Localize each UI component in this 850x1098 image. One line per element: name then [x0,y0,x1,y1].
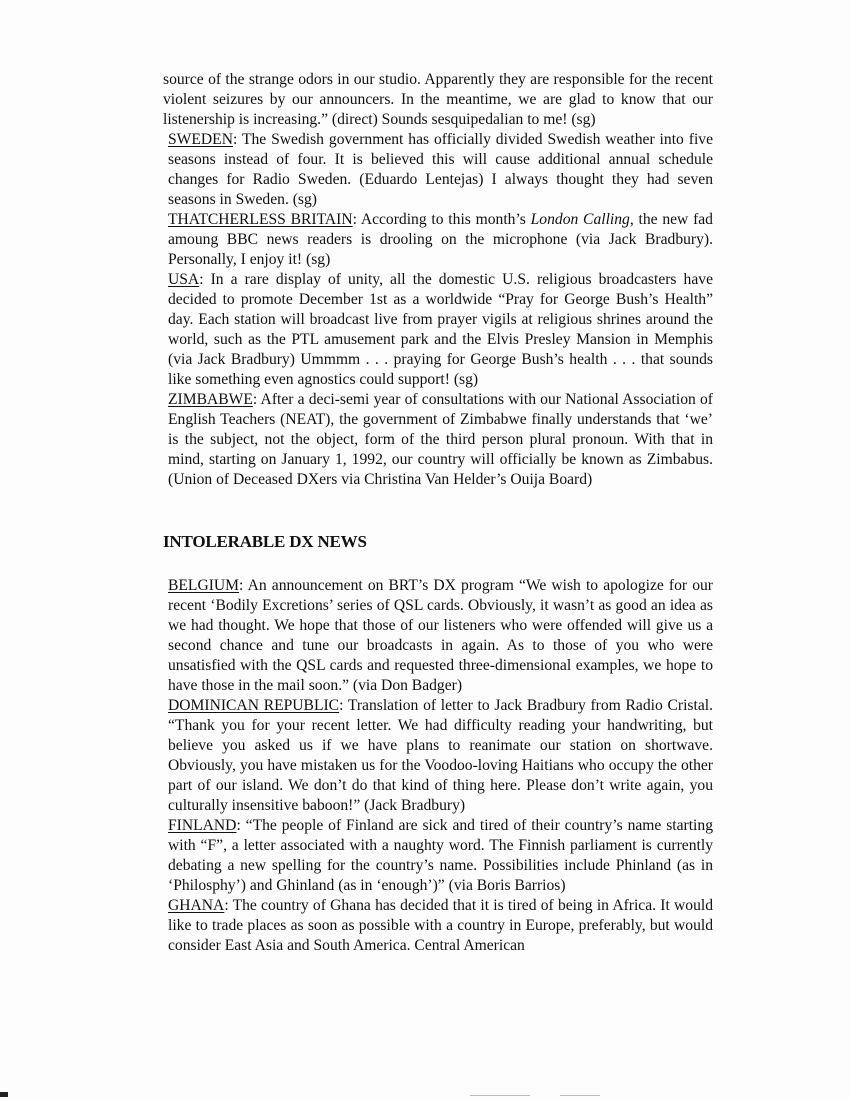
country-name: ZIMBABWE [168,391,253,408]
entry-text: : An announcement on BRT’s DX program “We wish to apologize for our recent ‘Bodily Excretions’ series of QSL cards. Obviously, it wasn’t as good an idea as we had thought. We hope that those of our listeners who were offended will give us a second chance and tune our broadcasts in again. As to those of you who were unsatisfied with the QSL cards and requested three-dimensional examples, we hope to have those in the mail soon.” (via Don Badger) [168,577,713,694]
entry-text-after: , the new fad amoung BBC news readers is drooling on the microphone (via Jack Bradbury). Personally, I enjoy it! (sg) [168,211,713,268]
entry-text: : In a rare display of unity, all the domestic U.S. religious broadcasters have decided to promote December 1st as a worldwide “Pray for George Bush’s Health” day. Each station will broadcast live from prayer vigils at religious shrines around the world, such as the PTL amusement park and the Elvis Presley Mansion in Memphis (via Jack Bradbury) Ummmm . . . praying for George Bush’s health . . . that sounds like something even agnostics could support! (sg) [168,271,713,388]
country-name: BELGIUM [168,577,240,594]
entry-ghana [163,896,713,956]
entry-sweden [163,130,713,210]
country-name: FINLAND [168,817,237,834]
text-column [163,70,713,956]
entry-finland [163,816,713,896]
section-heading: INTOLERABLE DX NEWS [163,532,367,551]
entry-usa [163,270,713,390]
intro-text: source of the strange odors in our studio. Apparently they are responsible for the recent violent seizures by our announcers. In the meantime, we are glad to know that our listenership is increasing.” (direct) Sounds sesquipedalian to me! (sg) [163,71,713,128]
entry-zimbabwe [163,390,713,490]
scan-bottom-smudge [560,1095,600,1096]
entry-belgium [163,576,713,696]
section-body [163,576,713,956]
entry-dominican-republic [163,696,713,816]
entry-text: : “The people of Finland are sick and tired of their country’s name starting with “F”, a letter associated with a naughty word. The Finnish parliament is currently debating a new spelling for the country’s name. Possibilities include Phinland (as in ‘Philosphy’) and Ghinland (as in ‘enough’)” (via Boris Barrios) [168,817,713,894]
scan-edge-mark [0,1092,8,1097]
country-name: GHANA [168,897,225,914]
entry-text-before: : According to this month’s [352,211,531,228]
publication-title: London Calling [530,211,630,228]
entry-text: : After a deci-semi year of consultations with our National Association of English Teachers (NEAT), the government of Zimbabwe finally understands that ‘we’ is the subject, not the object, form of the third person plural pronoun. With that in mind, starting on January 1, 1992, our country will officially be known as Zimbabus. (Union of Deceased DXers via Christina Van Helder’s Ouija Board) [168,391,713,488]
entry-text: : Translation of letter to Jack Bradbury from Radio Cristal. “Thank you for your recent letter. We had difficulty reading your handwriting, but believe you asked us if we have plans to reanimate our station on shortwave. Obviously, you have mistaken us for the Voodoo-loving Haitians who occupy the other part of our island. We don’t do that kind of thing here. Please don’t write again, you culturally insensitive baboon!” (Jack Bradbury) [168,697,713,814]
country-name: USA [168,271,200,288]
entry-text: : The Swedish government has officially divided Swedish weather into five seasons instead of four. It is believed this will cause additional annual schedule changes for Radio Sweden. (Eduardo Lentejas) I always thought they had seven seasons in Sweden. (sg) [168,131,713,208]
entry-text: : The country of Ghana has decided that it is tired of being in Africa. It would like to trade places as soon as possible with a country in Europe, preferably, but would consider East Asia and South America. Central American [168,897,713,954]
entry-thatcherless-britain [163,210,713,270]
country-name: DOMINICAN REPUBLIC [168,697,340,714]
country-name: THATCHERLESS BRITAIN [168,211,353,228]
intro-paragraph [163,70,713,130]
country-name: SWEDEN [168,131,233,148]
scan-bottom-smudge [470,1095,530,1096]
